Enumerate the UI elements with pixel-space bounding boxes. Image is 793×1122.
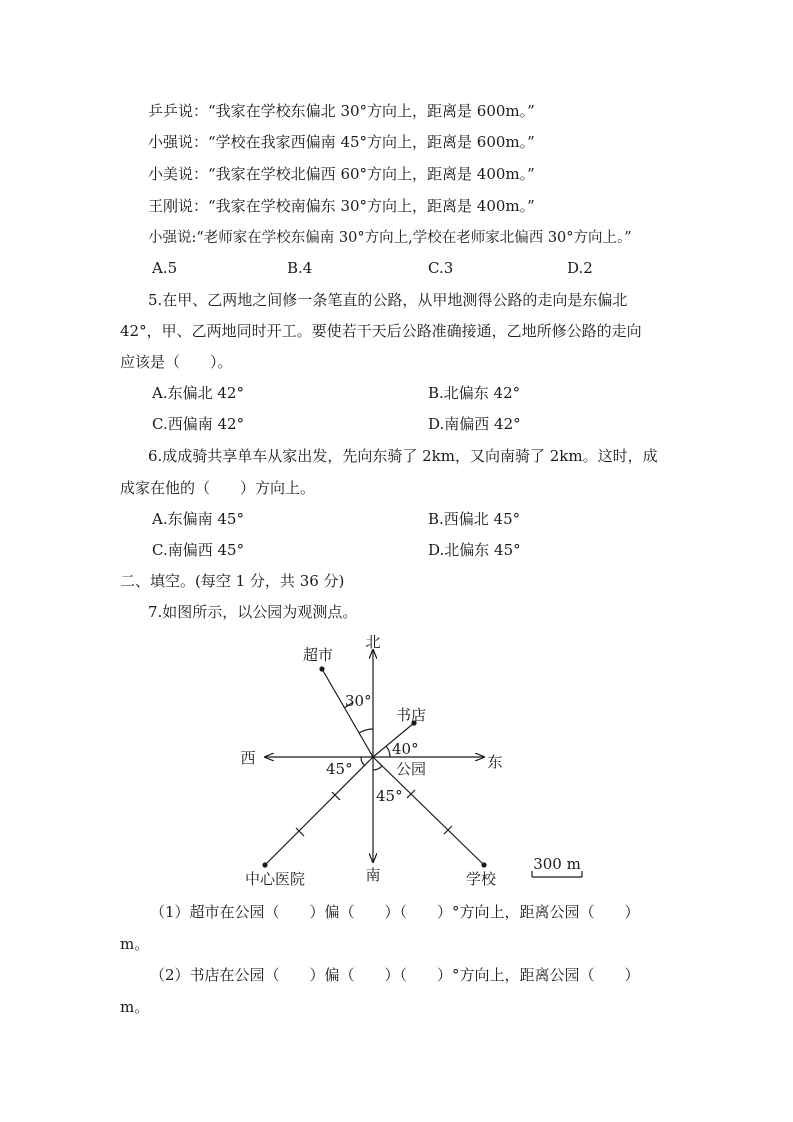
ray-hospital [265,757,373,865]
q6-option-a: A.东偏南 45° [152,510,244,528]
q5-line-1: 5.在甲、乙两地之间修一条笔直的公路，从甲地测得公路的走向是东偏北 [148,291,628,309]
q6-option-d: D.北偏东 45° [428,541,521,559]
q7-sub2-line-2: m。 [120,998,150,1016]
q7-sub1-line-2: m。 [120,935,150,953]
label-park: 公园 [395,760,427,778]
statement-5: 小强说:“老师家在学校东偏南 30°方向上,学校在老师家北偏西 30°方向上。” [148,230,632,246]
q7-sub2-line-1: （2）书店在公园（ ）偏（ ）（ ）°方向上，距离公园（ ） [150,966,640,984]
q5-line-3: 应该是（ ）。 [120,353,233,371]
scale-label: 300 m [533,855,581,873]
hospital-point [262,862,267,867]
q7-intro: 7.如图所示，以公园为观测点。 [148,603,358,621]
q6-line-2: 成家在他的（ ）方向上。 [120,479,316,497]
label-bookstore: 书店 [395,706,427,724]
label-hospital: 中心医院 [244,870,306,888]
statement-3: 小美说：“我家在学校北偏西 60°方向上，距离是 400m。” [148,165,535,183]
q7-sub1-line-1: （1）超市在公园（ ）偏（ ）（ ）°方向上，距离公园（ ） [150,903,640,921]
angle-supermarket: 30° [345,692,372,710]
label-school: 学校 [465,870,497,888]
ray-supermarket [322,669,373,757]
q5-option-c: C.西偏南 42° [152,415,245,433]
school-point [481,862,486,867]
angle-hospital: 45° [326,760,353,778]
label-east: 东 [487,753,503,771]
q4-option-d: D.2 [567,259,593,277]
angle-school: 45° [376,787,403,805]
q5-option-d: D.南偏西 42° [428,415,521,433]
q4-option-b: B.4 [287,259,313,277]
label-south: 南 [365,866,381,884]
statement-2: 小强说：“学校在我家西偏南 45°方向上，距离是 600m。” [148,133,535,151]
supermarket-point [319,666,324,671]
q4-option-a: A.5 [152,259,178,277]
q6-option-b: B.西偏北 45° [428,510,521,528]
q5-line-2: 42°，甲、乙两地同时开工。要使若干天后公路准确接通，乙地所修公路的走向 [120,322,642,340]
label-west: 西 [240,749,256,767]
ray-school [373,757,484,865]
statement-4: 王刚说：“我家在学校南偏东 30°方向上，距离是 400m。” [148,197,535,215]
q5-option-a: A.东偏北 42° [152,384,244,402]
angle-bookstore: 40° [392,740,419,758]
q6-line-1: 6.成成骑共享单车从家出发，先向东骑了 2km，又向南骑了 2km。这时，成 [148,447,658,465]
q4-option-c: C.3 [428,259,454,277]
section-heading: 二、填空。(每空 1 分，共 36 分) [120,572,345,590]
q6-option-c: C.南偏西 45° [152,541,245,559]
q5-option-b: B.北偏东 42° [428,384,521,402]
label-supermarket: 超市 [302,646,334,664]
statement-1: 乒乒说：“我家在学校东偏北 30°方向上，距离是 600m。” [148,102,535,120]
label-north: 北 [365,633,381,651]
